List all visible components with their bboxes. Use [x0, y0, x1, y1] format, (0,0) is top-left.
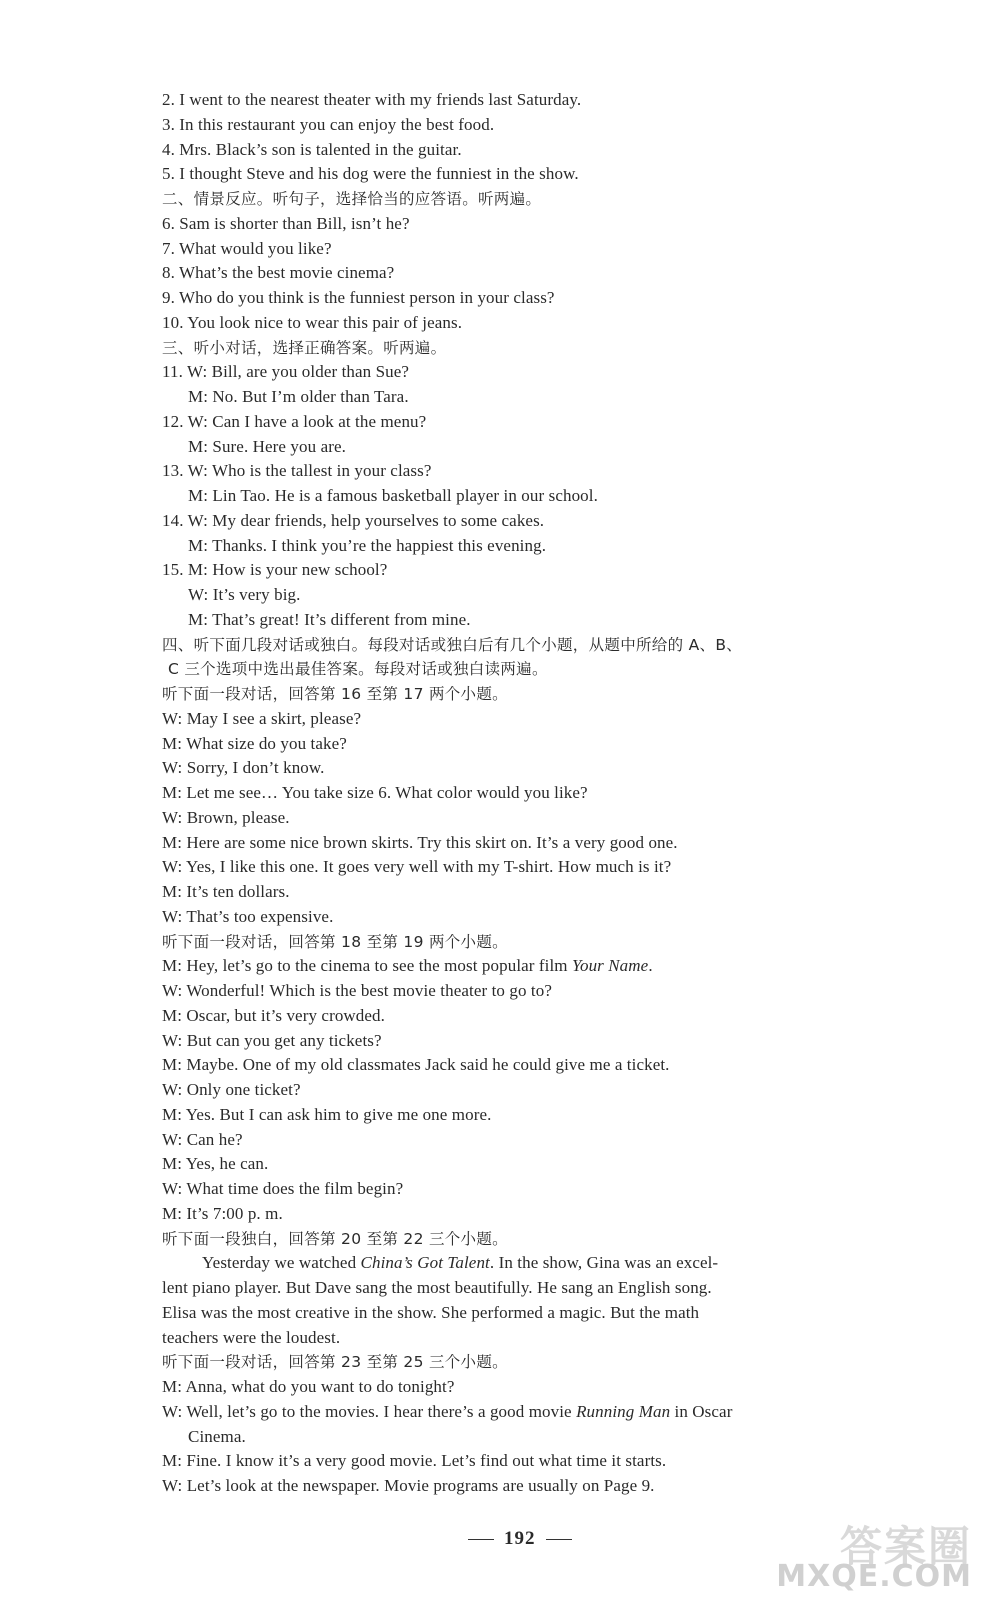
watermark-top: 答案圈: [839, 1522, 972, 1571]
line-text: M: Yes. But I can ask him to give me one more.: [162, 1104, 492, 1124]
text-line: [162, 1078, 962, 1103]
line-text: W: That’s too expensive.: [162, 906, 334, 926]
text-line: [162, 1276, 962, 1301]
page-number-dash-right: [546, 1539, 572, 1540]
text-line: [162, 1326, 962, 1351]
text-line: [162, 756, 962, 781]
page-number: [458, 1528, 582, 1550]
line-text: W: Only one ticket?: [162, 1080, 301, 1099]
line-text: W: What time does the film begin?: [162, 1179, 404, 1198]
line-text: 11. W: Bill, are you older than Sue?: [162, 362, 410, 382]
text-line: [162, 855, 962, 880]
text-line: [162, 385, 962, 410]
line-text: 13. W: Who is the tallest in your class?: [162, 461, 432, 481]
line-text: 二、情景反应。听句子，选择恰当的应答语。听两遍。: [162, 190, 542, 208]
line-text: 8. What’s the best movie cinema?: [162, 263, 395, 283]
text-line: [162, 954, 962, 979]
text-line: [162, 1177, 962, 1202]
line-text: M: Let me see… You take size 6. What color would you like?: [162, 783, 588, 802]
line-text: W: It’s very big.: [188, 585, 301, 604]
line-text: 12. W: Can I have a look at the menu?: [162, 411, 427, 431]
page-number-dash-left: [468, 1539, 494, 1540]
line-text: W: Sorry, I don’t know.: [162, 758, 325, 778]
text-line: [162, 806, 962, 831]
text-line: [162, 113, 962, 138]
text-line: [162, 138, 962, 163]
line-text: 6. Sam is shorter than Bill, isn’t he?: [162, 213, 410, 233]
text-line: [162, 212, 962, 237]
line-text: M: It’s 7:00 p. m.: [162, 1203, 283, 1223]
text-line: [162, 509, 962, 534]
text-line: [162, 608, 962, 633]
text-line: [162, 1029, 962, 1054]
line-text: W: Wonderful! Which is the best movie theater to go to?: [162, 981, 552, 1000]
line-text: 15. M: How is your new school?: [162, 560, 388, 580]
text-line: [162, 261, 962, 286]
line-text: Cinema.: [188, 1426, 246, 1446]
line-text: 听下面一段对话，回答第 23 至第 25 三个小题。: [162, 1353, 508, 1372]
text-line: [162, 1152, 962, 1177]
line-text: 听下面一段对话，回答第 16 至第 17 两个小题。: [162, 685, 508, 703]
text-line: [162, 979, 962, 1004]
page-number-text: 192: [504, 1528, 536, 1549]
line-text: W: May I see a skirt, please?: [162, 708, 362, 728]
text-line: [162, 162, 962, 187]
text-line: [162, 1449, 962, 1474]
text-line: [162, 1251, 962, 1276]
text-line: [162, 410, 962, 435]
section-heading: [162, 1350, 962, 1375]
line-text: W: Well, let’s go to the movies. I hear there’s a good movie: [162, 1401, 577, 1421]
line-text: M: Thanks. I think you’re the happiest this evening.: [188, 535, 547, 555]
line-text: M: Anna, what do you want to do tonight?: [162, 1377, 455, 1396]
text-line: [162, 831, 962, 856]
text-line: [162, 459, 962, 484]
line-text: 14. W: My dear friends, help yourselves to some cakes.: [162, 510, 545, 530]
line-text: teachers were the loudest.: [162, 1327, 341, 1347]
text-line: [162, 905, 962, 930]
text-line: [162, 484, 962, 509]
italic-title: Your Name: [571, 956, 649, 976]
line-text: Elisa was the most creative in the show. She performed a magic. But the math: [162, 1302, 700, 1322]
line-text: 听下面一段独白，回答第 20 至第 22 三个小题。: [162, 1229, 508, 1248]
section-heading: [162, 187, 962, 212]
line-text: W: Let’s look at the newspaper. Movie programs are usually on Page 9.: [162, 1476, 655, 1495]
line-text: 5. I thought Steve and his dog were the funniest in the show.: [162, 164, 579, 184]
text-line: [162, 1375, 962, 1400]
line-text: M: What size do you take?: [162, 733, 347, 753]
text-line: [162, 558, 962, 583]
line-text: 三、听小对话，选择正确答案。听两遍。: [162, 338, 447, 357]
line-text: C 三个选项中选出最佳答案。每段对话或独白读两遍。: [168, 660, 548, 679]
text-line: [162, 583, 962, 608]
line-text: lent piano player. But Dave sang the most beautifully. He sang an English song.: [162, 1278, 712, 1297]
text-line: [162, 1103, 962, 1128]
line-text: M: Yes, he can.: [162, 1154, 269, 1174]
line-text-after: in Oscar: [670, 1401, 733, 1421]
line-text-after: .: [648, 956, 653, 976]
line-text: 听下面一段对话，回答第 18 至第 19 两个小题。: [162, 932, 508, 951]
line-text: 7. What would you like?: [162, 238, 332, 258]
text-line: [162, 1004, 962, 1029]
text-line: [162, 707, 962, 732]
text-line: [162, 1301, 962, 1326]
line-text: 9. Who do you think is the funniest person in your class?: [162, 288, 555, 307]
line-text: M: Here are some nice brown skirts. Try this skirt on. It’s a very good one.: [162, 832, 678, 852]
line-text: M: It’s ten dollars.: [162, 882, 290, 901]
section-heading: [162, 930, 962, 955]
italic-title: Running Man: [576, 1401, 671, 1421]
text-line: [162, 88, 962, 113]
line-text: 四、听下面几段对话或独白。每段对话或独白后有几个小题，从题中所给的 A、B、: [162, 635, 743, 654]
line-text: M: Hey, let’s go to the cinema to see the most popular film: [162, 956, 572, 976]
watermark-bottom: MXQE.COM: [776, 1559, 972, 1594]
line-text: 3. In this restaurant you can enjoy the best food.: [162, 114, 495, 134]
line-text: M: Sure. Here you are.: [188, 436, 346, 456]
line-text: M: Oscar, but it’s very crowded.: [162, 1005, 385, 1025]
line-text: M: That’s great! It’s different from mine.: [188, 609, 471, 629]
text-line: [162, 286, 962, 311]
line-text: 10. You look nice to wear this pair of jeans.: [162, 312, 463, 332]
line-text: W: Can he?: [162, 1129, 243, 1149]
text-line: [162, 781, 962, 806]
text-line: [162, 534, 962, 559]
text-line: [162, 311, 962, 336]
line-text: W: But can you get any tickets?: [162, 1030, 382, 1050]
line-text: M: Maybe. One of my old classmates Jack said he could give me a ticket.: [162, 1055, 670, 1075]
line-text: W: Brown, please.: [162, 807, 290, 827]
line-text: M: Lin Tao. He is a famous basketball player in our school.: [188, 486, 598, 505]
italic-title: China’s Got Talent: [360, 1253, 490, 1273]
section-heading: [162, 657, 962, 682]
text-line: [162, 1128, 962, 1153]
line-text: W: Yes, I like this one. It goes very well with my T-shirt. How much is it?: [162, 857, 672, 877]
text-line: [162, 237, 962, 262]
text-line: [162, 435, 962, 460]
text-line: [162, 1202, 962, 1227]
text-line: [162, 1400, 962, 1425]
text-line: [162, 1425, 962, 1450]
line-text: 2. I went to the nearest theater with my friends last Saturday.: [162, 90, 582, 109]
watermark-logo: [776, 1514, 972, 1594]
section-heading: [162, 336, 962, 361]
text-line: [162, 880, 962, 905]
line-text: Yesterday we watched: [202, 1253, 361, 1273]
text-line: [162, 1474, 962, 1499]
text-line: [162, 1053, 962, 1078]
section-heading: [162, 1227, 962, 1252]
document-body: [162, 88, 962, 1499]
section-heading: [162, 633, 962, 658]
line-text-after: . In the show, Gina was an excel-: [489, 1253, 719, 1273]
line-text: 4. Mrs. Black’s son is talented in the guitar.: [162, 139, 462, 159]
line-text: M: No. But I’m older than Tara.: [188, 387, 409, 406]
text-line: [162, 360, 962, 385]
line-text: M: Fine. I know it’s a very good movie. Let’s find out what time it starts.: [162, 1451, 667, 1471]
section-heading: [162, 682, 962, 707]
text-line: [162, 732, 962, 757]
